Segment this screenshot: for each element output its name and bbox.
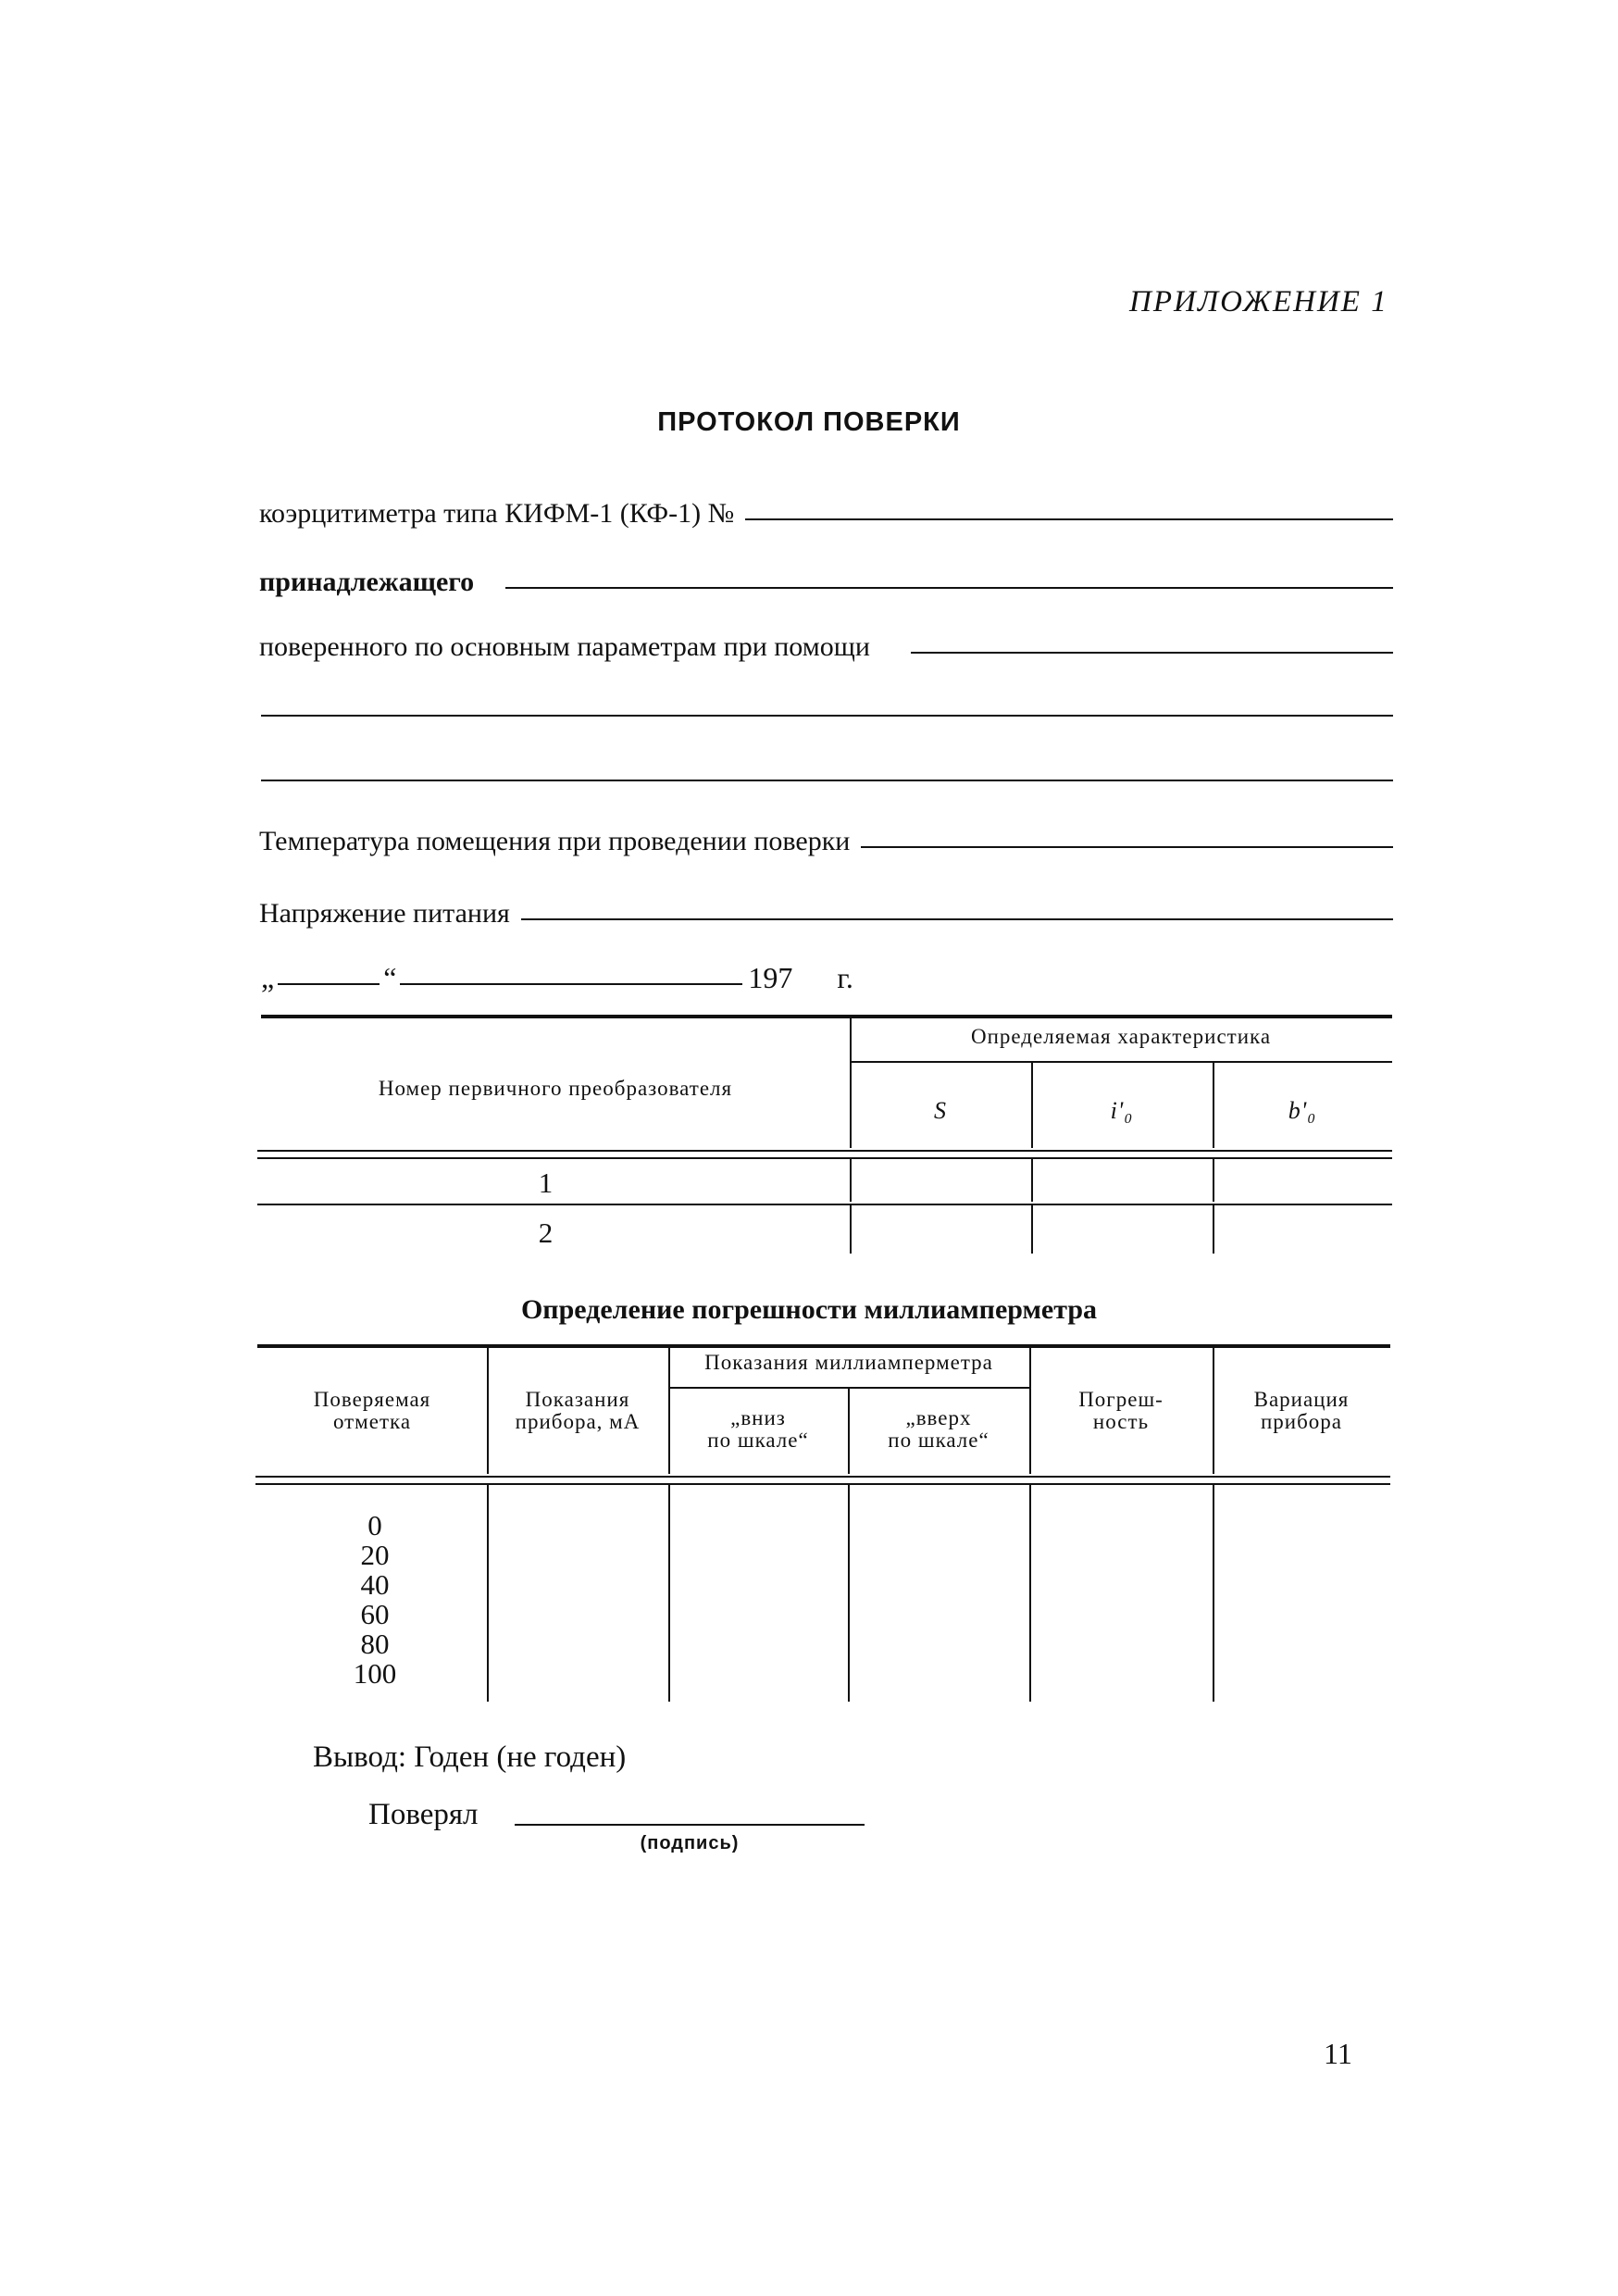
signature-line[interactable] bbox=[515, 1824, 865, 1826]
fill-line[interactable] bbox=[505, 587, 1393, 589]
verified-marks-list bbox=[315, 1511, 435, 1689]
field-label: поверенного по основным параметрам при помощи bbox=[259, 631, 870, 662]
table-rule bbox=[850, 1061, 1392, 1063]
table-divider bbox=[850, 1159, 852, 1202]
field-supply-voltage bbox=[259, 900, 1393, 928]
field-owner bbox=[259, 568, 1393, 596]
table-divider bbox=[1213, 1205, 1214, 1254]
date-year: 197 bbox=[748, 961, 793, 994]
table-divider bbox=[487, 1485, 489, 1702]
table-divider bbox=[668, 1485, 670, 1702]
column-header-variation: Вариация прибора bbox=[1253, 1388, 1350, 1434]
field-label: Напряжение питания bbox=[259, 898, 510, 929]
page-number: 11 bbox=[1324, 2037, 1352, 2070]
date-field bbox=[261, 963, 853, 992]
column-group-header-characteristic: Определяемая характеристика bbox=[970, 1025, 1272, 1048]
column-header-error: Погреш- ность bbox=[1078, 1388, 1164, 1434]
table-rule bbox=[257, 1150, 1392, 1152]
fill-line[interactable] bbox=[911, 652, 1393, 654]
field-label: принадлежащего bbox=[259, 567, 475, 597]
table-divider bbox=[1213, 1485, 1214, 1702]
field-label: Температура помещения при проведении поверки bbox=[259, 826, 851, 856]
mark-value: 80 bbox=[360, 1628, 390, 1660]
table-rule bbox=[670, 1387, 1029, 1389]
appendix-label: ПРИЛОЖЕНИЕ 1 bbox=[1129, 285, 1388, 318]
column-group-header-milliammeter: Показания миллиамперметра bbox=[704, 1351, 993, 1374]
fill-line[interactable] bbox=[861, 846, 1393, 848]
table-rule bbox=[255, 1483, 1390, 1485]
column-header-verified-mark: Поверяемая отметка bbox=[313, 1388, 431, 1434]
mark-value: 100 bbox=[353, 1657, 397, 1690]
table-rule bbox=[261, 1015, 1392, 1018]
table-divider bbox=[850, 1205, 852, 1254]
signature-caption: (подпись) bbox=[640, 1833, 740, 1853]
section-title-milliammeter-error: Определение погрешности миллиамперметра bbox=[520, 1294, 1098, 1325]
table-rule bbox=[257, 1157, 1392, 1159]
table-rule bbox=[257, 1344, 1390, 1348]
conclusion-text: Вывод: Годен (не годен) bbox=[313, 1741, 627, 1774]
table-divider bbox=[1213, 1159, 1214, 1202]
column-header-device-reading: Показания прибора, мА bbox=[515, 1388, 641, 1434]
document-title: ПРОТОКОЛ ПОВЕРКИ bbox=[657, 407, 961, 437]
date-open-quote: „ bbox=[261, 961, 275, 994]
mark-value: 40 bbox=[360, 1568, 390, 1601]
column-header-up-scale: „вверх по шкале“ bbox=[888, 1406, 989, 1453]
table-rule bbox=[257, 1204, 1392, 1205]
column-header-b0: b'₀ bbox=[1288, 1097, 1317, 1124]
date-year-suffix: г. bbox=[837, 961, 853, 994]
table-divider bbox=[1031, 1205, 1033, 1254]
mark-value: 60 bbox=[360, 1598, 390, 1630]
table-row-number: 2 bbox=[538, 1217, 554, 1249]
date-close-quote: “ bbox=[383, 961, 397, 994]
column-header-i0: i'₀ bbox=[1110, 1097, 1134, 1124]
fill-line-extra-2[interactable] bbox=[261, 780, 1393, 781]
table-divider bbox=[1029, 1485, 1031, 1702]
fill-line[interactable] bbox=[521, 918, 1393, 920]
column-header-s: S bbox=[934, 1097, 947, 1124]
field-room-temperature bbox=[259, 828, 1393, 855]
table-row-number: 1 bbox=[538, 1167, 554, 1199]
mark-value: 20 bbox=[360, 1539, 390, 1571]
mark-value: 0 bbox=[367, 1509, 382, 1541]
date-day-line[interactable] bbox=[278, 983, 380, 985]
column-header-down-scale: „вниз по шкале“ bbox=[707, 1406, 809, 1453]
field-coercimeter-number bbox=[259, 500, 1393, 528]
field-verified-with bbox=[259, 633, 1393, 661]
fill-line[interactable] bbox=[745, 518, 1393, 520]
table-divider bbox=[848, 1485, 850, 1702]
date-month-line[interactable] bbox=[400, 983, 742, 985]
table-divider bbox=[1031, 1159, 1033, 1202]
column-header-transducer-number: Номер первичного преобразователя bbox=[378, 1077, 733, 1100]
fill-line-extra-1[interactable] bbox=[261, 715, 1393, 717]
table-rule bbox=[255, 1476, 1390, 1478]
field-label: коэрцитиметра типа КИФМ-1 (КФ-1) № bbox=[259, 498, 735, 529]
verified-by-label: Поверял bbox=[368, 1798, 479, 1831]
